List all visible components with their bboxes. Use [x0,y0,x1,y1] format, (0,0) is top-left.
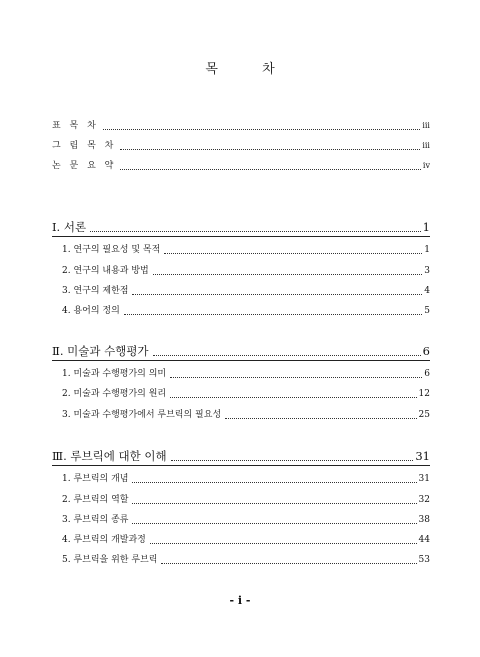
toc-entry-title: 4. 용어의 정의 [62,306,120,316]
toc-entry-page: 4 [424,286,430,296]
toc-entry-abstract[interactable] [52,159,430,173]
dot-leader [120,169,421,170]
toc-entry-page: iii [422,121,430,130]
toc-section-3[interactable] [52,448,430,464]
dot-leader [153,355,421,356]
toc-entry[interactable] [62,513,430,527]
dot-leader [132,503,416,504]
toc-section-1[interactable] [52,219,430,235]
toc-entry-title: 2. 연구의 내용과 방법 [62,266,149,276]
toc-entry-page: 32 [418,495,430,505]
toc-entry[interactable] [62,264,430,278]
dot-leader [225,418,416,419]
dot-leader [90,231,421,232]
toc-entry[interactable] [62,304,430,318]
toc-entry[interactable] [62,387,430,401]
toc-entry-page: 5 [424,306,430,316]
toc-entry-title: 4. 루브릭의 개발과정 [62,535,146,545]
dot-leader [150,543,417,544]
toc-entry-list-of-figures[interactable] [52,139,430,153]
toc-entry-page: iv [422,161,430,170]
toc-section-title: Ⅰ. 서론 [52,220,87,234]
toc-entry-page: 44 [418,535,430,545]
toc-entry-page: 25 [418,410,430,420]
toc-section-title: Ⅲ. 루브릭에 대한 이해 [52,449,167,463]
toc-entry-title: 1. 연구의 필요성 및 목적 [62,245,161,255]
toc-section-page: 31 [415,449,430,463]
dot-leader [132,482,416,483]
dot-leader [153,274,423,275]
dot-leader [120,149,420,150]
dot-leader [170,377,422,378]
toc-entry-title: 표 목 차 [52,121,99,131]
toc-entry-page: 38 [418,515,430,525]
dot-leader [124,314,422,315]
toc-entry-list-of-tables[interactable] [52,119,430,133]
toc-entry-page: 6 [424,369,430,379]
toc-entry[interactable] [62,533,430,547]
toc-entry-title: 그 림 목 차 [52,141,117,151]
toc-entry-title: 5. 루브릭을 위한 루브릭 [62,555,158,565]
toc-entry-page: 1 [424,245,430,255]
dot-leader [171,460,414,461]
toc-entry-title: 3. 미술과 수행평가에서 루브릭의 필요성 [62,410,222,420]
toc-entry-page: 12 [418,389,430,399]
toc-entry-title: 논 문 요 약 [52,161,117,171]
section-divider [52,236,430,237]
toc-entry[interactable] [62,367,430,381]
toc-entry-page: 3 [424,266,430,276]
toc-entry-title: 3. 루브릭의 종류 [62,515,129,525]
toc-section-page: 6 [422,344,430,358]
toc-entry-title: 1. 미술과 수행평가의 의미 [62,369,167,379]
toc-entry-title: 2. 미술과 수행평가의 원리 [62,389,167,399]
page-number-footer: - i - [229,594,251,607]
dot-leader [132,523,416,524]
toc-entry-title: 2. 루브릭의 역할 [62,495,129,505]
toc-section-page: 1 [422,220,430,234]
dot-leader [164,253,422,254]
toc-entry[interactable] [62,493,430,507]
toc-entry[interactable] [62,408,430,422]
section-divider [52,360,430,361]
toc-entry[interactable] [62,553,430,567]
section-divider [52,465,430,466]
toc-entry[interactable] [62,472,430,486]
toc-section-title: Ⅱ. 미술과 수행평가 [52,344,149,358]
dot-leader [170,397,416,398]
dot-leader [103,129,421,130]
dot-leader [132,294,422,295]
toc-title: 목 차 [205,62,295,77]
toc-section-2[interactable] [52,343,430,359]
toc-entry-title: 1. 루브릭의 개념 [62,474,129,484]
toc-entry-page: 53 [418,555,430,565]
dot-leader [161,563,416,564]
toc-entry-page: iii [422,141,430,150]
toc-entry[interactable] [62,243,430,257]
toc-entry-title: 3. 연구의 제한점 [62,286,129,296]
toc-entry[interactable] [62,284,430,298]
toc-entry-page: 31 [418,474,430,484]
